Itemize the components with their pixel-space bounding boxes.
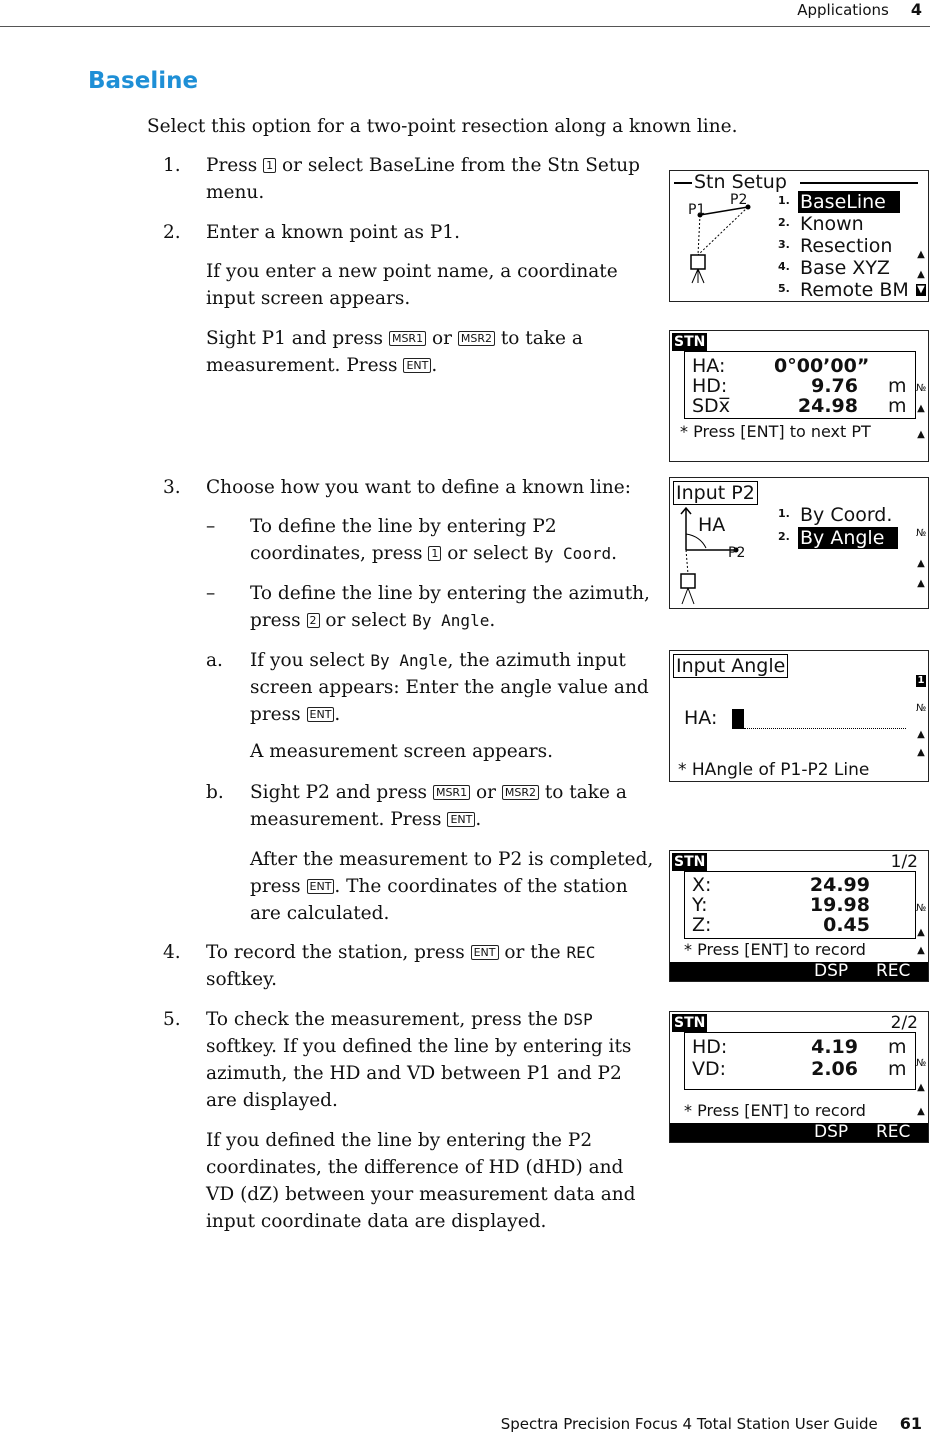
prism-icon: № (916, 903, 927, 914)
step-4-text: To record the station, press ENT or the REC softkey. (206, 942, 596, 990)
row-label: HD: (692, 1036, 728, 1058)
substep-a-label: a. (206, 650, 223, 671)
header-chapter: 4 (910, 0, 922, 19)
key-1: 1 (263, 158, 276, 173)
lock-icon: ▲ (917, 747, 925, 758)
option-by-angle-text: To define the line by entering the azimuth, press 2 or select By Angle. (250, 583, 650, 631)
option-by-coord-text: To define the line by entering P2 coordinates, press 1 or select By Coord. (250, 516, 618, 564)
menu-item-number: 2. (778, 216, 790, 229)
menu-item[interactable]: Base XYZ (800, 257, 890, 279)
footer-guide: Spectra Precision Focus 4 Total Station User Guide (500, 1415, 878, 1433)
step-1-number: 1. (163, 155, 181, 176)
step-2-text: Enter a known point as P1. (206, 222, 460, 243)
row-label: X: (692, 874, 712, 896)
step-3-text: Choose how you want to define a known line: (206, 477, 631, 498)
step-2-number: 2. (163, 222, 181, 243)
key-ent: ENT (403, 358, 431, 373)
header-section: Applications (797, 1, 889, 19)
prism-icon: № (916, 1058, 927, 1069)
step-5-text: To check the measurement, press the DSP softkey. If you defined the line by entering its azimuth, the HD and VD between P1 and P2 are displayed. (206, 1009, 632, 1111)
menu-item[interactable]: Known (800, 213, 864, 235)
lock-icon: ▲ (917, 558, 925, 569)
substep-a-text: If you select By Angle, the azimuth input screen appears: Enter the angle value and press ENT . (250, 650, 649, 725)
running-footer (501, 1414, 922, 1433)
screen-input-p2: Input P2 HA P2 1. By Coord. 2. By Angle № ▲ ▲ (669, 477, 929, 609)
substep-b-label: b. (206, 782, 224, 803)
screen-result-1: STN 1/2 X: 24.99 Y: 19.98 Z: 0.45 * Press [ENT] to record DSP REC № ▲ ▲ (669, 850, 929, 982)
menu-item[interactable]: By Coord. (800, 504, 893, 526)
dash-1: – (206, 516, 216, 537)
lock-icon: ▲ (917, 945, 925, 956)
section-title: Baseline (88, 68, 199, 94)
step-4-number: 4. (163, 942, 181, 963)
substep-b-text: Sight P2 and press MSR1 or MSR2 to take a measurement. Press ENT . (250, 782, 627, 830)
angle-input-field[interactable] (744, 728, 906, 729)
lock-icon: ▲ (917, 927, 925, 938)
softkey-dsp[interactable]: DSP (814, 1122, 849, 1142)
menu-item-number: 4. (778, 260, 790, 273)
stn-badge: STN (674, 334, 706, 350)
softkey-bar (670, 962, 928, 981)
step-2-note: If you enter a new point name, a coordinate input screen appears. (206, 261, 618, 309)
screen-result-2: STN 2/2 HD: 4.19 m VD: 2.06 m * Press [ENT] to record DSP REC № ▲ ▲ (669, 1011, 929, 1143)
menu-item[interactable]: By Angle (798, 527, 898, 549)
screen-stn-setup: Stn Setup P1 P2 1. BaseLine 2. Known 3. Resection 4. Base XYZ 5. Remote BM ▲ ▲ ▼ (669, 170, 929, 302)
menu-item-number: 2. (778, 530, 790, 543)
key-msr2: MSR2 (458, 331, 495, 346)
menu-item-number: 3. (778, 238, 790, 251)
screen-input-angle: Input Angle HA: * HAngle of P1-P2 Line 1 № ▲ ▲ (669, 650, 929, 782)
stn-setup-title: Stn Setup (694, 171, 787, 193)
prism-icon: № (916, 703, 927, 714)
row-unit: m (888, 1036, 907, 1058)
prism-icon: № (916, 528, 927, 539)
input-p2-title: Input P2 (673, 481, 758, 505)
angle-diagram-icon (670, 478, 780, 608)
softkey-dsp[interactable]: DSP (814, 961, 849, 981)
lock-icon: ▲ (917, 1082, 925, 1093)
row-label: VD: (692, 1058, 727, 1080)
text-cursor (732, 709, 744, 729)
step-5-number: 5. (163, 1009, 181, 1030)
row-unit: m (888, 1058, 907, 1080)
input-angle-title: Input Angle (673, 654, 788, 678)
menu-item-number: 1. (778, 507, 790, 520)
lock-icon: ▲ (917, 729, 925, 740)
screen-measure: STN HA: 0°00’00” HD: 9.76 m SDx̅ 24.98 m * Press [ENT] to next PT № ▲ ▲ (669, 330, 929, 462)
lock-icon: ▲ (917, 429, 925, 440)
angle-hint: * HAngle of P1-P2 Line (678, 760, 870, 780)
row-label: Z: (692, 914, 712, 936)
menu-item[interactable]: BaseLine (798, 191, 900, 213)
row-label: Y: (692, 894, 708, 916)
page-indicator: 1/2 (890, 852, 918, 872)
menu-item[interactable]: Remote BM (800, 279, 909, 301)
page-number: 61 (899, 1414, 922, 1433)
intro-paragraph: Select this option for a two-point resection along a known line. (147, 116, 738, 137)
step-2-sight: Sight P1 and press MSR1 or MSR2 to take a measurement. Press ENT . (206, 328, 583, 376)
row-value: 4.19 (811, 1036, 858, 1058)
softkey-rec[interactable]: REC (876, 961, 911, 981)
lock-icon: ▲ (917, 1106, 925, 1117)
row-value: 2.06 (811, 1058, 858, 1080)
baseline-diagram-icon (670, 171, 780, 301)
running-header (797, 0, 922, 19)
key-msr1: MSR1 (389, 331, 426, 346)
step-1-text: Press 1 or select BaseLine from the Stn Setup menu. (206, 155, 641, 203)
dash-2: – (206, 583, 216, 604)
lock-icon: ▲ (917, 578, 925, 589)
menu-item-number: 5. (778, 282, 790, 295)
row-value: 0.45 (823, 914, 870, 936)
lock-icon: ▲ (917, 249, 925, 260)
input-mode-indicator: 1 (917, 675, 925, 686)
scroll-down-icon: ▼ (917, 284, 925, 295)
substep-a-note: A measurement screen appears. (250, 741, 553, 762)
menu-item[interactable]: Resection (800, 235, 893, 257)
lock-icon: ▲ (917, 403, 925, 414)
substep-b-note: After the measurement to P2 is completed, press ENT . The coordinates of the station are calculated. (250, 849, 654, 924)
step-5-note: If you defined the line by entering the P2 coordinates, the difference of HD (dHD) and VD (dZ) between your measurement data and input coordinate data are displayed. (206, 1130, 636, 1232)
lock-icon: ▲ (917, 269, 925, 280)
step-3-number: 3. (163, 477, 181, 498)
row-value: 24.99 (809, 874, 870, 896)
softkey-rec[interactable]: REC (876, 1122, 911, 1142)
measure-hint: * Press [ENT] to next PT (680, 422, 871, 441)
row-value: 19.98 (809, 894, 870, 916)
menu-item-number: 1. (778, 194, 790, 207)
header-rule (0, 26, 930, 27)
prism-icon: № (916, 383, 927, 394)
